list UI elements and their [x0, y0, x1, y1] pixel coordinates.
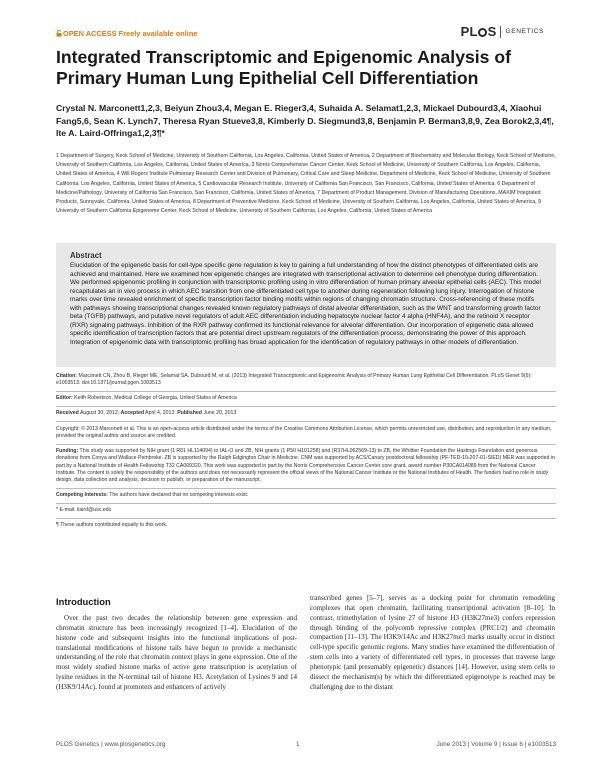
intro-right-column: transcribed genes [5–7], serves as a docking point for chromatin remodeling complexes that open chromatin, facilitating transcriptional activation [8–10]. In contrast, trimethylation of lysine 27 of histone H3 (H3K27me3) confers repression through binding of the polycomb repressive complex (PRC1/2) and chromatin compaction [11–13]. The H3K9/14Ac and H3K27me3 marks usually occur in distinct cell-type specific genomic regions. Many studies have examined the differentiation of stem cells into a variety of differentiated cell types, in processes that traverse large phenotypic (and presumably epigenetic) distances [14]. However, using stem cells to dissect the mechanism(s) by which the differentiated epigenotype is reached may be challenging due to the distant — [310, 594, 555, 691]
plos-logo-icon: PL S — [460, 24, 497, 39]
competing-interests: Competing Interests: The authors have declared that no competing interests exist. — [56, 492, 249, 499]
article-title: Integrated Transcriptomic and Epigenomic Analysis of Primary Human Lung Epithelial Cell Differentiation — [56, 47, 511, 88]
introduction-heading: Introduction — [56, 596, 111, 607]
page-number: 1 — [296, 741, 300, 748]
funding: Funding: This study was supported by NIH grant (1 R01 HL114094) to IAL-O and ZB, NIH grants (1 P50 H101258) and (R37HL062569-13) to ZB, the Whittier Foundation the Hastings Foundation and generous donations from Conya and Wallace Pembroke. ZB is supported by the Ralph Edgington Chair in Medicine. CNM was supported by ACS/Canary postdoctoral fellowship (PF-TED-10-207-01-SIED) MER was supported in part by a National Institute of Health Fellowship T32 CA009320. This work was supported in part by the Norris Comprehensive Cancer Center core grant, award number P30CA014089 from the National Cancer Institute. The content is solely the responsibility of the authors and does not necessarily represent the official views of the National Cancer Institute or the National Institutes of Health. The funders had no role in study design, data collection and analysis, decision to publish, or preparation of the manuscript. — [56, 447, 555, 484]
copyright: Copyright: © 2013 Marconett et al. This is an open-access article distributed under the terms of the Creative Commons Attribution License, which permits unrestricted use, distribution, and reproduction in any medium, provided the original author and source are credited. — [56, 425, 552, 439]
affiliations: 1 Department of Surgery, Keck School of Medicine, University of Southern California, Los Angeles, California, United States of America, 2 Department of Biochemistry and Molecular Biology, Keck School of Medicine, University of Southern California, Los Angeles, California, United States of America, 3 Norris Comprehensive Cancer Center, Keck School of Medicine, University of Southern California, Los Angeles, California, United States of America, 4 Will Rogers Institute Pulmonary Research Center and Division of Pulmonary, Critical Care and Sleep Medicine, Department of Medicine, Keck School of Medicine, University of Southern California, Los Angeles, California, United States of America, 5 Cardiovascular Research Institute, University of California San Francisco, San Francisco, California, United States of America, 6 Department of Medicine/Pathology, University of California San Francisco, San Francisco, California, United States of America, 7 Department of Product Management, Division of Manufacturing Operations, MAXIM Integrated Products, Sunnyvale, California, United States of America, 8 Department of Preventive Medicine, Keck School of Medicine, University of Southern California, Los Angeles, California, United States of America, 9 University of Southern California Epigenome Center, Keck School of Medicine, University of Southern California, Los Angeles, California, United States of America — [56, 153, 556, 215]
dates: Received August 30, 2012; Accepted April 4, 2013; Published June 20, 2013 — [56, 410, 237, 417]
abstract-box — [56, 243, 556, 367]
journal-logo — [461, 24, 544, 39]
citation: Citation: Marconett CN, Zhou B, Rieger ME, Selamat SA, Dubourd M, et al. (2013) Integrated Transcriptomic and Epigenomic Analysis of Primary Human Lung Epithelial Cell Differentiation. PLoS Genet 9(6): e1003513. doi:10.1371/journal.pgen.1003513 — [56, 373, 532, 387]
email[interactable]: * E-mail: ilaird@usc.edu — [56, 507, 112, 514]
freely-available-label: Freely available online — [118, 29, 198, 38]
abstract-heading: Abstract — [70, 251, 102, 260]
equal-contribution: ¶ These authors contributed equally to this work. — [56, 522, 168, 529]
editor: Editor: Keith Robertson, Medical College of Georgia, United States of America — [56, 395, 237, 402]
abstract-text: Elucidation of the epigenetic basis for cell-type specific gene regulation is key to gaining a full understanding of how the distinct phenotypes of differentiated cells are achieved and maintained. Here we examined how epigenetic changes are integrated with transcriptional activation to determine cell phenotype during differentiation. We performed epigenomic profiling in conjunction with transcriptomic profiling using in vitro differentiation of human primary alveolar epithelial cells (AEC). This model recapitulates an in vivo process in which AEC transition from one differentiated cell type to another during regeneration following lung injury. Interrogation of histone marks over time revealed enrichment of specific transcription factor binding motifs within regions of changing chromatin structure. Cross-referencing of these motifs with pathways showing transcriptional changes revealed known regulatory pathways of distal alveolar differentiation, such as the WNT and transforming growth factor beta (TGFB) pathways, and putative novel regulators of adult AEC differentiation including hepatocyte nuclear factor 4 alpha (HNF4A), and the retinoid X receptor (RXR) signaling pathways. Inhibition of the RXR pathway confirmed its functional relevance for alveolar differentiation. Our incorporation of epigenetic data allowed specific identification of transcription factors that are potential direct upstream regulators of the differentiation process, demonstrating the power of this approach. Integration of epigenomic data with transcriptomic profiling has broad application for the identification of regulatory pathways in other models of differentiation. — [70, 262, 541, 346]
article-metadata — [56, 373, 556, 533]
author-list: Crystal N. Marconett1,2,3, Beiyun Zhou3,4, Megan E. Rieger3,4, Suhaida A. Selamat1,2,3, Mickael Dubourd3,4, Xiaohui Fang5,6, Sean K. Lynch7, Theresa Ryan Stueve3,8, Kimberly D. Siegmund3,8, Benjamin P. Berman3,8,9, Zea Borok2,3,4¶, Ite A. Laird-Offringa1,2,3¶* — [56, 103, 554, 139]
open-lock-icon — [56, 30, 62, 37]
journal-name: GENETICS — [505, 28, 544, 35]
open-access-badge — [56, 29, 197, 38]
intro-left-column: Over the past two decades the relationship between gene expression and chromatin structure has been increasingly recognized [1–4]. Elucidation of the histone code and subsequent insights into the functional implications of post-translational modifications of histone tails have begun to provide a mechanistic understanding of the role that chromatin context plays in gene expression. One of the most widely studied histone marks of active gene transcription is acetylation of lysine residues in the N-terminal tail of histone H3. Acetylation of Lysines 9 and 14 (H3K9/14Ac), found at promoters and enhancers of actively — [56, 614, 297, 691]
footer-journal: PLOS Genetics | www.plosgenetics.org — [56, 741, 166, 748]
open-access-label: OPEN ACCESS — [63, 29, 117, 38]
footer-issue: June 2013 | Volume 9 | Issue 6 | e1003513 — [436, 741, 556, 748]
